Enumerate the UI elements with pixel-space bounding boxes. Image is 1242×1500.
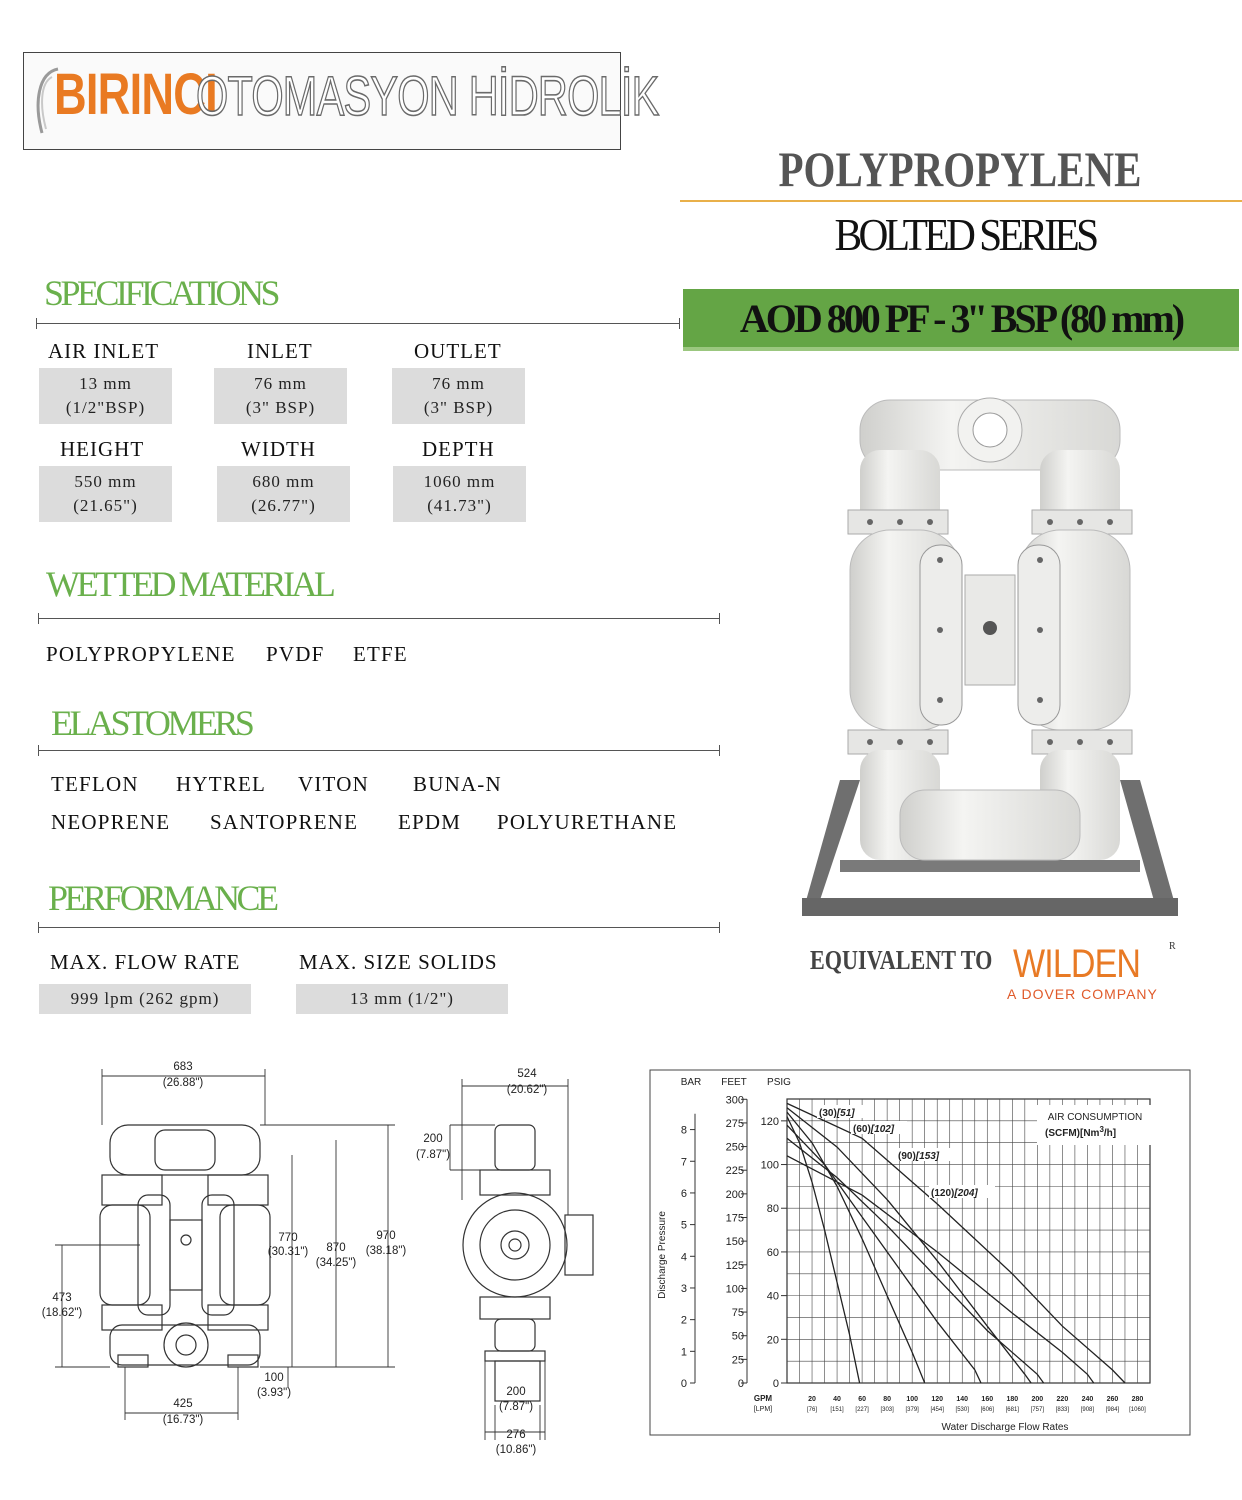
- bar-tick-label: 4: [680, 1251, 687, 1264]
- dim-value: 683: [173, 1061, 193, 1073]
- spec-value-box: [39, 466, 172, 522]
- dim-value: 200: [423, 1133, 443, 1145]
- elastomers-rule: [38, 750, 720, 751]
- wilden-logo: WILDEN: [1013, 942, 1141, 986]
- dim-value: 970: [376, 1230, 396, 1242]
- elastomer-item: VITON: [298, 772, 369, 796]
- feet-tick-label: 200: [725, 1188, 744, 1201]
- spec-value-inch: (1/2"BSP): [65, 398, 146, 417]
- air-label-scfm: (60): [853, 1124, 871, 1135]
- psig-tick-label: 0: [772, 1378, 779, 1390]
- lpm-label: [LPM]: [753, 1406, 773, 1413]
- x-tick-label: 240: [1081, 1396, 1094, 1403]
- dim-inch: (38.18"): [365, 1245, 407, 1257]
- x-tick-label-lpm: [833]: [1055, 1407, 1070, 1413]
- spec-label: AIR INLET: [48, 339, 160, 363]
- pump-product-image: [800, 390, 1180, 920]
- dim-inch: (18.62"): [41, 1307, 83, 1319]
- psig-tick-label: 80: [766, 1203, 779, 1216]
- material-title: POLYPROPYLENE: [778, 141, 1142, 197]
- equivalent-label: EQUIVALENT TO: [810, 945, 993, 975]
- feet-tick-label: 0: [737, 1378, 744, 1390]
- psig-tick-label: 60: [766, 1246, 779, 1259]
- feet-axis-title: FEET: [721, 1077, 747, 1088]
- elastomer-item: NEOPRENE: [51, 810, 171, 834]
- max-solids-label: MAX. SIZE SOLIDS: [299, 950, 498, 974]
- dim-inch: (26.88"): [162, 1077, 204, 1089]
- spec-value-box: [393, 466, 526, 522]
- dim-value: 100: [264, 1372, 284, 1384]
- title-divider: [680, 200, 1242, 202]
- x-tick-label: 160: [981, 1396, 994, 1403]
- model-title: AOD 800 PF - 3'' BSP (80 mm): [739, 295, 1183, 341]
- x-tick-label-lpm: [379]: [905, 1407, 919, 1413]
- legend-units-text: (SCFM)[Nm: [1045, 1128, 1100, 1139]
- psig-tick-label: 40: [766, 1290, 779, 1303]
- spec-value-inch: (3" BSP): [423, 398, 494, 417]
- feet-tick-label: 225: [725, 1165, 744, 1178]
- spec-label: WIDTH: [241, 437, 316, 461]
- x-tick-label: 20: [808, 1396, 816, 1403]
- specifications-heading: SPECIFICATIONS: [44, 273, 278, 313]
- registered-mark: R: [1169, 941, 1176, 952]
- air-label-nm: [204]: [954, 1188, 978, 1199]
- x-tick-label-lpm: [303]: [880, 1407, 894, 1413]
- spec-value: 680 mm: [252, 472, 315, 491]
- elastomer-item: EPDM: [398, 810, 462, 834]
- spec-value-inch: (41.73"): [427, 496, 492, 515]
- dim-value: 276: [506, 1429, 526, 1441]
- spec-value-box: [214, 368, 347, 424]
- dim-inch: (7.87"): [415, 1149, 451, 1161]
- x-tick-label-lpm: [606]: [980, 1407, 994, 1413]
- air-label-scfm: (30): [819, 1108, 837, 1119]
- spec-value: 76 mm: [432, 374, 485, 393]
- psig-tick-label: 20: [766, 1334, 779, 1347]
- performance-curve-chart: [645, 1065, 1195, 1440]
- feet-tick-label: 300: [725, 1094, 744, 1107]
- spec-value-inch: (26.77"): [251, 496, 316, 515]
- dim-inch: (16.73"): [162, 1414, 204, 1426]
- x-tick-label: 60: [858, 1396, 867, 1403]
- dim-value: 473: [52, 1292, 72, 1304]
- legend-units: [1045, 1125, 1116, 1139]
- air-label: [931, 1188, 978, 1199]
- wetted-material-item: ETFE: [353, 642, 408, 666]
- wetted-material-item: POLYPROPYLENE: [46, 642, 236, 666]
- company-logo: [23, 52, 659, 150]
- logo-brand-text: BIRINCI: [54, 62, 217, 127]
- feet-tick-label: 50: [731, 1330, 744, 1343]
- gpm-label: GPM: [753, 1394, 773, 1403]
- series-title: BOLTED SERIES: [834, 209, 1096, 260]
- spec-value-box: [392, 368, 525, 424]
- front-dimension-drawing: [30, 1055, 420, 1435]
- bar-tick-label: 0: [680, 1378, 687, 1390]
- x-tick-label: 80: [883, 1396, 892, 1403]
- psig-tick-label: 120: [760, 1115, 779, 1128]
- x-tick-label-lpm: [681]: [1005, 1407, 1019, 1413]
- psig-axis-title: PSIG: [767, 1077, 791, 1088]
- x-axis-label: Water Discharge Flow Rates: [941, 1422, 1069, 1433]
- x-tick-label: 260: [1106, 1396, 1119, 1403]
- bar-tick-label: 3: [680, 1282, 687, 1295]
- elastomer-item: POLYURETHANE: [497, 810, 678, 834]
- performance-heading: PERFORMANCE: [48, 878, 276, 918]
- bar-tick-label: 5: [680, 1219, 687, 1232]
- air-label-scfm: (90): [898, 1151, 916, 1162]
- elastomer-item: BUNA-N: [413, 772, 502, 796]
- bar-tick-label: 6: [680, 1187, 687, 1200]
- elastomer-item: SANTOPRENE: [210, 810, 359, 834]
- feet-tick-label: 175: [725, 1212, 744, 1225]
- x-tick-label: 120: [931, 1396, 944, 1403]
- air-label-scfm: (120): [931, 1188, 955, 1199]
- dim-value: 870: [326, 1242, 346, 1254]
- spec-value: 550 mm: [74, 472, 137, 491]
- specifications-rule: [36, 323, 680, 324]
- spec-value-inch: (21.65"): [73, 496, 138, 515]
- spec-value: 1060 mm: [423, 472, 496, 491]
- feet-tick-label: 125: [725, 1259, 744, 1272]
- feet-tick-label: 150: [725, 1236, 744, 1249]
- x-tick-label-lpm: [151]: [830, 1407, 844, 1413]
- spec-value: 76 mm: [254, 374, 307, 393]
- y-axis-label: Discharge Pressure: [657, 1211, 668, 1299]
- air-label-nm: [51]: [836, 1108, 855, 1119]
- spec-label: DEPTH: [422, 437, 495, 461]
- wetted-material-heading: WETTED MATERIAL: [46, 564, 333, 604]
- model-banner: [683, 289, 1239, 351]
- feet-tick-label: 100: [725, 1283, 744, 1296]
- x-tick-label: 180: [1006, 1396, 1019, 1403]
- dim-inch: (34.25"): [315, 1257, 357, 1269]
- x-tick-label: 220: [1056, 1396, 1069, 1403]
- feet-tick-label: 75: [731, 1307, 744, 1320]
- x-tick-label-lpm: [454]: [930, 1407, 944, 1413]
- feet-tick-label: 25: [731, 1354, 744, 1367]
- performance-rule: [38, 927, 720, 928]
- psig-tick-label: 100: [760, 1159, 779, 1172]
- feet-tick-label: 275: [725, 1117, 744, 1130]
- bar-axis-title: BAR: [680, 1077, 702, 1088]
- x-tick-label-lpm: [1060]: [1129, 1407, 1146, 1413]
- air-label: [819, 1108, 855, 1119]
- x-tick-label-lpm: [76]: [807, 1407, 818, 1413]
- air-label-nm: [153]: [915, 1151, 940, 1162]
- chart-legend: [1037, 1105, 1154, 1145]
- spec-label: INLET: [247, 339, 313, 363]
- x-tick-label-lpm: [227]: [855, 1407, 869, 1413]
- dim-inch: (30.31"): [267, 1246, 309, 1258]
- bar-tick-label: 2: [680, 1314, 687, 1327]
- dim-inch: (10.86"): [495, 1444, 537, 1456]
- wetted-material-rule: [38, 618, 720, 619]
- bar-tick-label: 7: [680, 1156, 687, 1169]
- x-tick-label-lpm: [530]: [955, 1407, 969, 1413]
- legend-units-sup: 3: [1099, 1125, 1104, 1134]
- x-tick-label-lpm: [908]: [1080, 1407, 1095, 1413]
- elastomer-item: TEFLON: [51, 772, 139, 796]
- legend-title: AIR CONSUMPTION: [1047, 1112, 1143, 1123]
- elastomer-item: HYTREL: [176, 772, 267, 796]
- spec-value-inch: (3" BSP): [245, 398, 316, 417]
- max-solids-value: 13 mm (1/2"): [296, 984, 508, 1014]
- dim-value: 524: [517, 1068, 537, 1080]
- x-tick-label: 200: [1031, 1396, 1044, 1403]
- dover-company-text: A DOVER COMPANY: [1007, 986, 1158, 1002]
- x-tick-label: 280: [1131, 1396, 1144, 1403]
- air-label: [898, 1151, 940, 1162]
- spec-label: HEIGHT: [60, 437, 145, 461]
- air-label: [853, 1124, 895, 1135]
- dim-inch: (7.87"): [498, 1401, 534, 1413]
- x-tick-label-lpm: [757]: [1030, 1407, 1045, 1413]
- dim-value: 200: [506, 1386, 526, 1398]
- bar-tick-label: 8: [680, 1124, 687, 1137]
- feet-tick-label: 250: [725, 1141, 744, 1154]
- x-tick-label-lpm: [984]: [1105, 1407, 1120, 1413]
- elastomers-heading: ELASTOMERS: [51, 703, 252, 743]
- side-dimension-drawing: [410, 1060, 610, 1465]
- x-tick-label: 140: [956, 1396, 969, 1403]
- max-flow-label: MAX. FLOW RATE: [50, 950, 241, 974]
- wetted-material-item: PVDF: [266, 642, 325, 666]
- dim-value: 770: [278, 1232, 298, 1244]
- x-tick-label: 100: [906, 1396, 919, 1403]
- max-flow-value: 999 lpm (262 gpm): [39, 984, 251, 1014]
- air-label-nm: [102]: [870, 1124, 895, 1135]
- spec-value: 13 mm: [79, 374, 132, 393]
- dim-inch: (3.93"): [256, 1387, 292, 1399]
- spec-label: OUTLET: [414, 339, 502, 363]
- dim-value: 425: [173, 1398, 193, 1410]
- spec-value-box: [39, 368, 172, 424]
- legend-units-end: /h]: [1103, 1128, 1117, 1139]
- logo-company-text: OTOMASYON HİDROLİK: [196, 64, 659, 127]
- spec-value-box: [217, 466, 350, 522]
- dim-inch: (20.62"): [506, 1084, 548, 1096]
- x-tick-label: 40: [833, 1396, 841, 1403]
- bar-tick-label: 1: [680, 1346, 687, 1359]
